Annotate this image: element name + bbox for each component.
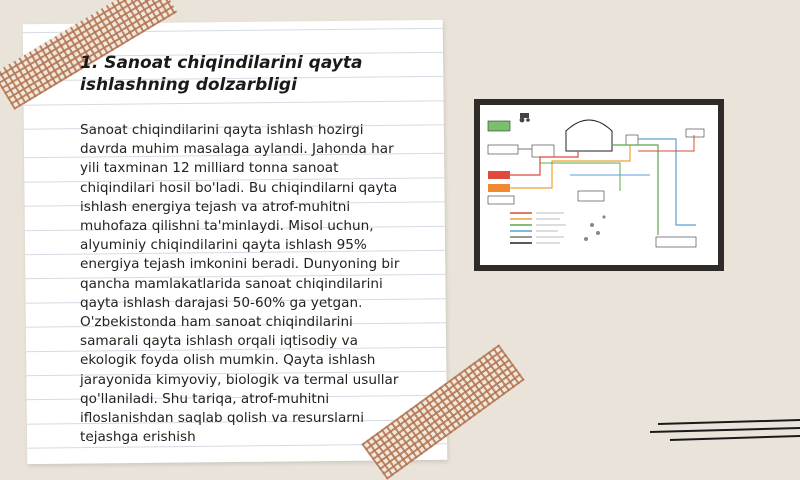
slide-body-text: Sanoat chiqindilarini qayta ishlash hozirgi davrda muhim masalaga aylandi. Jahonda har yili taxminan 12 milliard tonna sanoat chiqindilari hosil bo'ladi. Bu chiqindilarni qayta ishlash energiya tejash va atrof-muhitni muhofaza qilishni ta'minlaydi. Misol uchun, alyuminiy chiqindilarini qayta ishlash 95% energiya tejash imkonini beradi. Dunyoning bir qancha mamlakatlarida sanoat chiqindilarini qayta ishlash darajasi 50-60% ga yetgan. O'zbekistonda ham sanoat chiqindilarini samarali qayta ishlash orqali iqtisodiy va ekologik foyda olish mumkin. Qayta ishlash jarayonida kimyoviy, biologik va termal usullar qo'llaniladi. Shu tariqa, atrof-muhitni ifloslanishdan saqlab qolish va resurslarni tejashga erishish [80, 122, 400, 446]
digester-tank [566, 120, 612, 151]
diagram-tank-2 [626, 135, 638, 145]
diagram-photo-frame [474, 99, 724, 271]
pipe-green [612, 145, 658, 235]
pipe-red-2 [638, 135, 694, 151]
process-flow-diagram [480, 105, 718, 265]
diagram-legend [510, 213, 566, 243]
diagram-box-input-1 [488, 145, 518, 154]
diagram-box-green [488, 121, 510, 131]
diagram-valves [584, 215, 606, 241]
diagram-tank-1 [532, 145, 554, 157]
diagram-tank-4 [656, 237, 696, 247]
pipe-blue [638, 139, 696, 225]
diagram-tank-3 [578, 191, 604, 201]
diagram-box-orange [488, 184, 510, 192]
diagram-box-red [488, 171, 510, 179]
tractor-icon [520, 113, 530, 122]
slide-title: 1. Sanoat chiqindilarini qayta ishlashning dolzarbligi [80, 53, 363, 95]
decorative-lines [650, 418, 800, 448]
diagram-box-input-2 [488, 196, 514, 204]
diagram-tank-5 [686, 129, 704, 137]
